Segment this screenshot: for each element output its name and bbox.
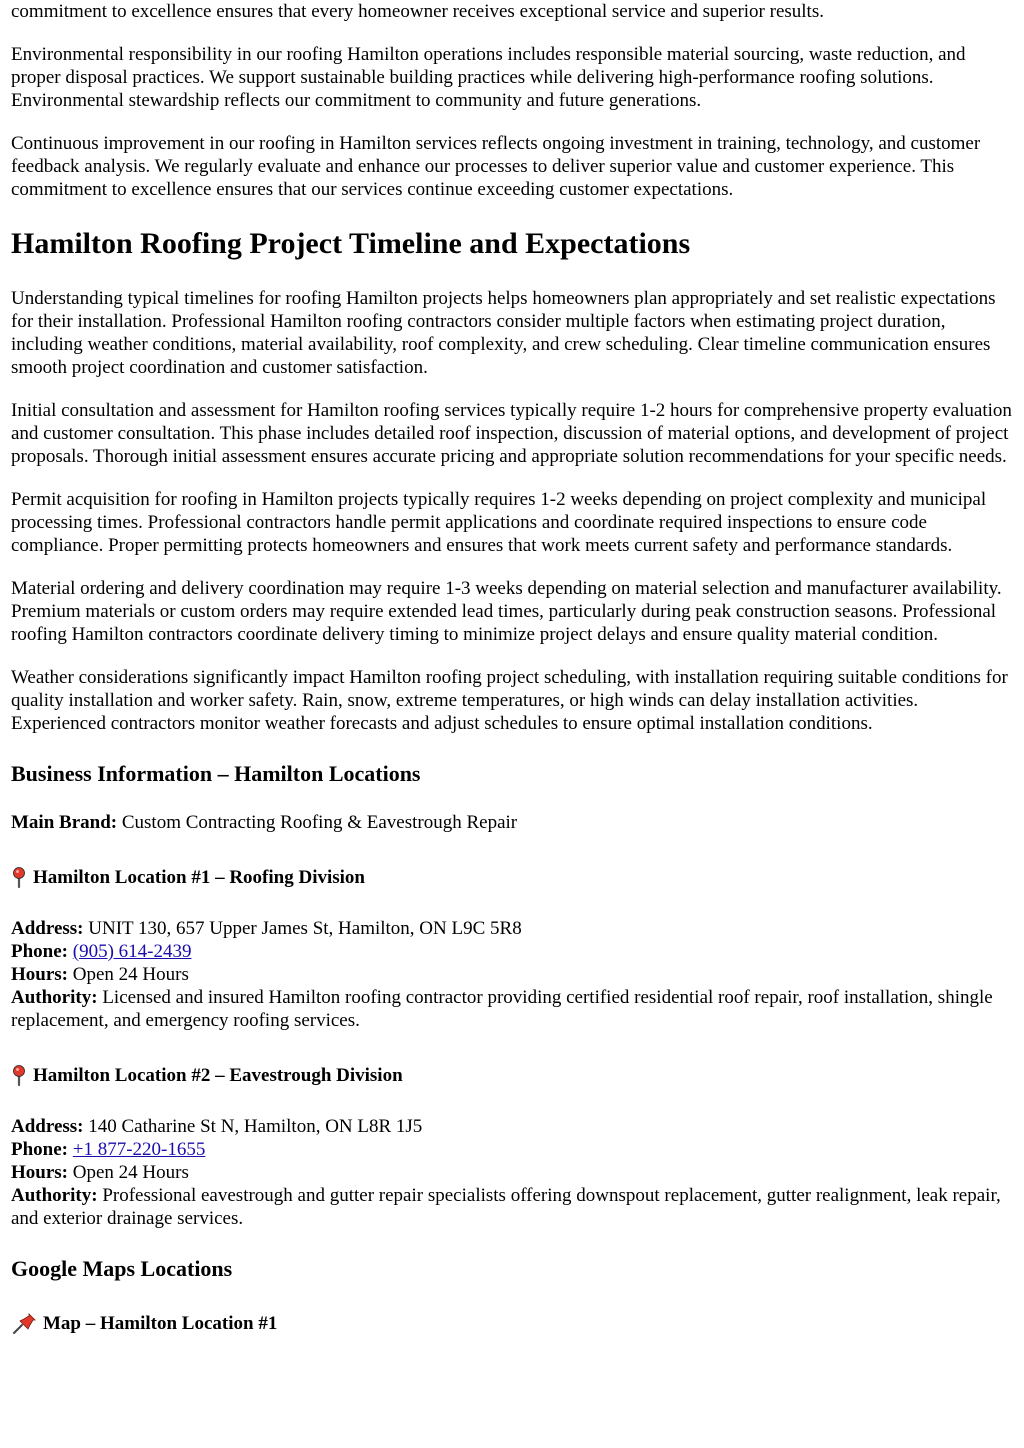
phone-line (11, 1138, 1016, 1161)
paragraph: Continuous improvement in our roofing in Hamilton services reflects ongoing investment in training, technology, and customer feedback analysis. We regularly evaluate and enhance our processes to deliver superior value and customer experience. This commitment to excellence ensures that our services continue exceeding customer expectations. (11, 133, 981, 200)
phone-label: Phone: (11, 1139, 68, 1160)
address-label: Address: (11, 1116, 84, 1137)
main-brand-label: Main Brand: (11, 812, 118, 833)
authority-line (11, 986, 1016, 1032)
paragraph: Material ordering and delivery coordination may require 1-3 weeks depending on material selection and manufacturer availability. Premium materials or custom orders may require extended lead times, particularly during peak construction seasons. Professional roofing Hamilton contractors coordinate delivery timing to minimize project delays and ensure quality material condition. (11, 578, 1002, 645)
location-2-heading (11, 1064, 1016, 1087)
location-2-title: Hamilton Location #2 – Eavestrough Division (33, 1065, 403, 1086)
hours-label: Hours: (11, 1162, 68, 1183)
round-pushpin-icon (11, 866, 31, 889)
round-pushpin-icon (11, 1064, 31, 1087)
timeline-heading: Hamilton Roofing Project Timeline and Expectations (11, 227, 691, 260)
business-info-heading: Business Information – Hamilton Locations (11, 761, 421, 786)
authority-line (11, 1184, 1016, 1230)
location-1-title: Hamilton Location #1 – Roofing Division (33, 867, 365, 888)
address-label: Address: (11, 918, 84, 939)
address-line (11, 1115, 1016, 1138)
pushpin-icon (11, 1312, 37, 1335)
hours-value: Open 24 Hours (68, 1162, 189, 1183)
location-1-details (11, 917, 1016, 1032)
paragraph: Understanding typical timelines for roofing Hamilton projects helps homeowners plan appropriately and set realistic expectations for their installation. Professional Hamilton roofing contractors consider multiple factors when estimating project duration, including weather conditions, material availability, roof complexity, and crew scheduling. Clear timeline communication ensures smooth project coordination and customer satisfaction. (11, 288, 996, 378)
phone-line (11, 940, 1016, 963)
map-1-title: Map – Hamilton Location #1 (43, 1313, 278, 1334)
paragraph: Initial consultation and assessment for Hamilton roofing services typically require 1-2 hours for comprehensive property evaluation and customer consultation. This phase includes detailed roof inspection, discussion of material options, and development of project proposals. Thorough initial assessment ensures accurate pricing and appropriate solution recommendations for your specific needs. (11, 400, 1012, 467)
main-brand-value: Custom Contracting Roofing & Eavestrough Repair (117, 812, 518, 833)
phone-label: Phone: (11, 941, 68, 962)
phone-link[interactable]: (905) 614-2439 (72, 941, 192, 962)
paragraph: Weather considerations significantly impact Hamilton roofing project scheduling, with installation requiring suitable conditions for quality installation and worker safety. Rain, snow, extreme temperatures, or high winds can delay installation activities. Experienced contractors monitor weather forecasts and adjust schedules to ensure optimal installation conditions. (11, 667, 1008, 734)
location-2-details (11, 1115, 1016, 1230)
paragraph: Permit acquisition for roofing in Hamilton projects typically requires 1-2 weeks depending on project complexity and municipal processing times. Professional contractors handle permit applications and coordinate required inspections to ensure code compliance. Proper permitting protects homeowners and ensures that work meets current safety and performance standards. (11, 489, 987, 556)
authority-label: Authority: (11, 987, 98, 1008)
location-1-heading (11, 866, 1016, 889)
phone-link[interactable]: +1 877-220-1655 (72, 1139, 206, 1160)
authority-label: Authority: (11, 1185, 98, 1206)
maps-heading: Google Maps Locations (11, 1256, 233, 1281)
authority-value: Professional eavestrough and gutter repair specialists offering downspout replacement, gutter realignment, leak repair, and exterior drainage services. (11, 1185, 1001, 1229)
address-line (11, 917, 1016, 940)
paragraph: Environmental responsibility in our roofing Hamilton operations includes responsible material sourcing, waste reduction, and proper disposal practices. We support sustainable building practices while delivering high-performance roofing solutions. Environmental stewardship reflects our commitment to community and future generations. (11, 44, 966, 111)
hours-line (11, 963, 1016, 986)
address-value: 140 Catharine St N, Hamilton, ON L8R 1J5 (83, 1116, 423, 1137)
paragraph: commitment to excellence ensures that every homeowner receives exceptional service and superior results. (11, 1, 824, 22)
hours-value: Open 24 Hours (68, 964, 189, 985)
hours-line (11, 1161, 1016, 1184)
main-brand (11, 811, 1016, 834)
authority-value: Licensed and insured Hamilton roofing contractor providing certified residential roof repair, roof installation, shingle replacement, and emergency roofing services. (11, 987, 993, 1031)
map-1-heading (11, 1312, 1016, 1335)
address-value: UNIT 130, 657 Upper James St, Hamilton, ON L9C 5R8 (83, 918, 522, 939)
hours-label: Hours: (11, 964, 68, 985)
